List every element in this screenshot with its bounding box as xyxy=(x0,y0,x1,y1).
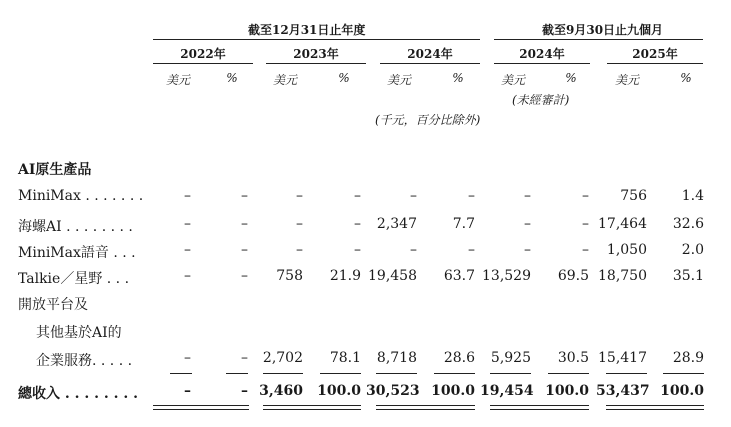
table-cell: – xyxy=(241,350,248,366)
table-cell: – xyxy=(582,188,589,204)
table-cell: – xyxy=(354,242,361,258)
unit-pct: % xyxy=(565,71,577,85)
total-double-rule xyxy=(490,409,589,410)
total-double-rule xyxy=(376,409,475,410)
table-cell: 78.1 xyxy=(329,350,361,366)
table-cell: – xyxy=(582,242,589,258)
year-2023: 2023年 xyxy=(293,47,339,61)
total-double-rule xyxy=(606,405,704,406)
table-cell: 8,718 xyxy=(376,350,417,366)
table-cell: – xyxy=(524,242,531,258)
year-rule-2022 xyxy=(153,63,253,64)
table-cell: – xyxy=(184,350,191,366)
table-cell: – xyxy=(241,216,248,232)
table-cell: – xyxy=(468,188,475,204)
subtotal-rule xyxy=(263,373,303,374)
table-cell: – xyxy=(296,188,303,204)
total-double-rule xyxy=(376,405,475,406)
total-double-rule xyxy=(490,405,589,406)
table-cell: 5,925 xyxy=(490,350,531,366)
table-cell: 7.7 xyxy=(452,216,475,232)
subtotal-rule xyxy=(606,373,647,374)
table-cell: 1,050 xyxy=(606,242,647,258)
table-cell: – xyxy=(582,216,589,232)
unit-usd: 美元 xyxy=(165,73,190,87)
unit-usd: 美元 xyxy=(272,73,297,87)
total-cell: 3,460 xyxy=(259,383,303,399)
total-double-rule xyxy=(606,409,704,410)
year-rule-2025-nine xyxy=(607,63,703,64)
table-cell: – xyxy=(410,242,417,258)
group-rule-year xyxy=(153,39,480,40)
open-platform-label-1: 開放平台及 xyxy=(18,297,88,313)
table-cell: – xyxy=(241,188,248,204)
table-cell: – xyxy=(184,242,191,258)
table-cell: – xyxy=(184,188,191,204)
subtotal-rule xyxy=(376,373,417,374)
total-double-rule xyxy=(153,409,249,410)
table-cell: 2,702 xyxy=(262,350,303,366)
subtotal-rule xyxy=(434,373,475,374)
table-cell: – xyxy=(184,268,191,284)
total-double-rule xyxy=(153,405,249,406)
table-cell: 21.9 xyxy=(329,268,361,284)
table-cell: – xyxy=(354,216,361,232)
open-platform-label-2: 其他基於AI的 xyxy=(36,325,122,341)
unit-pct: % xyxy=(226,71,238,85)
table-cell: – xyxy=(410,188,417,204)
table-cell: 1.4 xyxy=(681,188,704,204)
table-cell: 17,464 xyxy=(598,216,647,232)
header-nine-months: 截至9月30日止九個月 xyxy=(542,23,664,37)
year-2025-nine: 2025年 xyxy=(632,47,678,61)
units-note: (千元，百分比除外) xyxy=(375,113,481,127)
total-cell: – xyxy=(241,383,248,399)
table-cell: 63.7 xyxy=(443,268,475,284)
subtotal-rule xyxy=(663,373,704,374)
subtotal-rule xyxy=(490,373,531,374)
table-cell: 15,417 xyxy=(598,350,647,366)
group-rule-nine xyxy=(494,39,703,40)
unit-usd: 美元 xyxy=(386,73,411,87)
year-rule-2023 xyxy=(266,63,366,64)
header-year-ended: 截至12月31日止年度 xyxy=(248,23,366,37)
total-double-rule xyxy=(263,405,361,406)
table-cell: – xyxy=(524,216,531,232)
table-cell: – xyxy=(354,188,361,204)
total-cell: 100.0 xyxy=(317,383,361,399)
subtotal-rule xyxy=(170,373,192,374)
total-cell: 100.0 xyxy=(660,383,704,399)
table-cell: 2.0 xyxy=(681,242,704,258)
year-2024-nine: 2024年 xyxy=(519,47,565,61)
row-label: Talkie／星野 . . . xyxy=(18,271,130,287)
unit-usd: 美元 xyxy=(614,73,639,87)
table-cell: 28.6 xyxy=(443,350,475,366)
row-label: 海螺AI . . . . . . . . xyxy=(18,219,133,235)
table-cell: 35.1 xyxy=(672,268,704,284)
subtotal-rule xyxy=(320,373,361,374)
unit-usd: 美元 xyxy=(500,73,525,87)
row-label: MiniMax語音 . . . xyxy=(18,245,136,261)
subtotal-rule xyxy=(226,373,248,374)
year-2022: 2022年 xyxy=(180,47,226,61)
subtotal-rule xyxy=(548,373,589,374)
table-cell: – xyxy=(296,242,303,258)
total-double-rule xyxy=(263,409,361,410)
unit-pct: % xyxy=(680,71,692,85)
table-cell: 13,529 xyxy=(482,268,531,284)
table-cell: 19,458 xyxy=(368,268,417,284)
table-cell: 2,347 xyxy=(376,216,417,232)
table-cell: 69.5 xyxy=(557,268,589,284)
total-label: 總收入 . . . . . . . . xyxy=(18,386,138,402)
table-cell: – xyxy=(241,268,248,284)
table-cell: 18,750 xyxy=(598,268,647,284)
total-cell: 53,437 xyxy=(596,383,650,399)
year-2024: 2024年 xyxy=(407,47,453,61)
table-cell: 32.6 xyxy=(672,216,704,232)
table-cell: – xyxy=(468,242,475,258)
table-cell: 756 xyxy=(620,188,647,204)
unit-pct: % xyxy=(338,71,350,85)
total-cell: 100.0 xyxy=(545,383,589,399)
table-cell: – xyxy=(241,242,248,258)
total-cell: 100.0 xyxy=(431,383,475,399)
table-cell: – xyxy=(184,216,191,232)
table-cell: 30.5 xyxy=(557,350,589,366)
table-cell: – xyxy=(296,216,303,232)
year-rule-2024 xyxy=(380,63,480,64)
table-cell: 758 xyxy=(276,268,303,284)
total-cell: – xyxy=(184,383,191,399)
unaudited-note: (未經審計) xyxy=(512,93,570,107)
table-cell: 28.9 xyxy=(672,350,704,366)
total-cell: 30,523 xyxy=(366,383,420,399)
year-rule-2024-nine xyxy=(494,63,590,64)
row-label: MiniMax . . . . . . . xyxy=(18,188,144,204)
unit-pct: % xyxy=(452,71,464,85)
table-cell: – xyxy=(524,188,531,204)
total-cell: 19,454 xyxy=(480,383,534,399)
open-platform-label-3: 企業服務. . . . . xyxy=(36,353,133,369)
section-title: AI原生產品 xyxy=(18,162,92,178)
